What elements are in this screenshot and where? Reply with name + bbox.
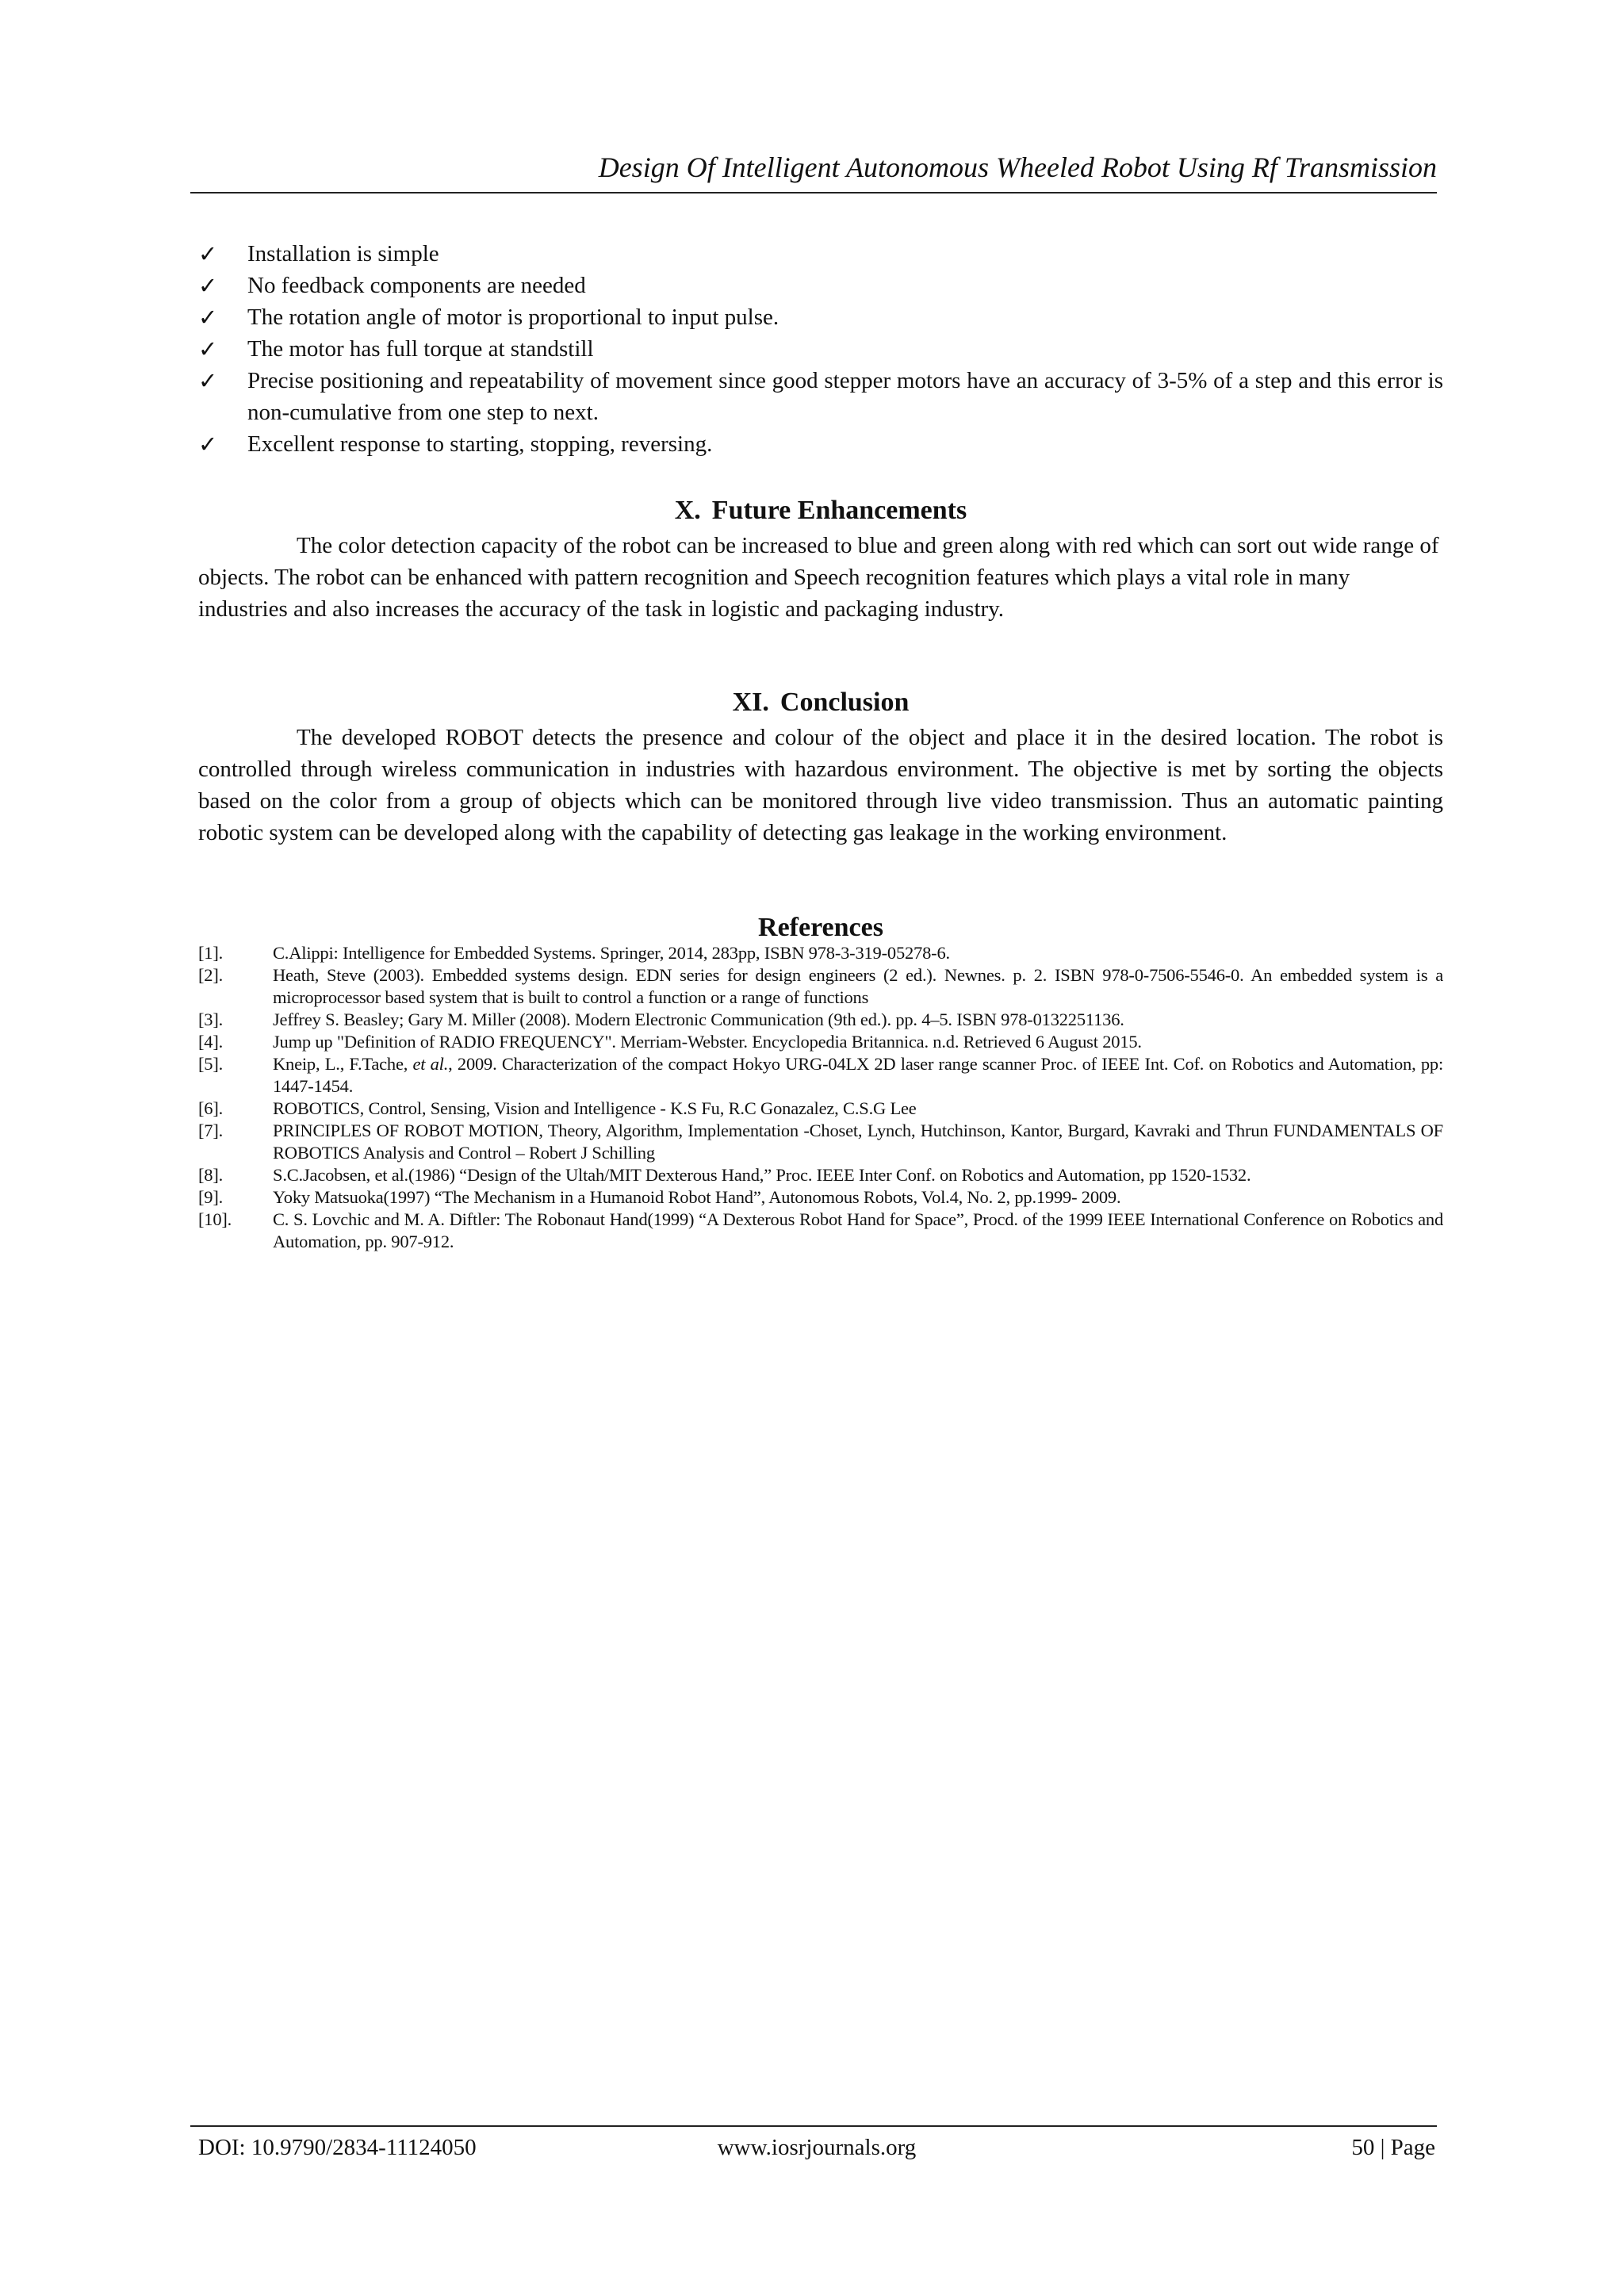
list-item-text: The rotation angle of motor is proportional to input pulse. (247, 305, 779, 330)
reference-number: [10]. (198, 1209, 232, 1229)
reference-item (198, 1186, 1443, 1209)
reference-item (198, 1164, 1443, 1186)
reference-text: C.Alippi: Intelligence for Embedded Systems. Springer, 2014, 283pp, ISBN 978-3-319-05278-6. (273, 943, 950, 963)
reference-number: [3]. (198, 1010, 224, 1029)
reference-number: [9]. (198, 1187, 224, 1207)
reference-number: [1]. (198, 943, 224, 963)
reference-number: [4]. (198, 1032, 224, 1052)
reference-item (198, 1053, 1443, 1098)
reference-item (198, 1209, 1443, 1253)
check-mark-icon: ✓ (198, 431, 218, 458)
list-item-text: Installation is simple (247, 241, 439, 266)
list-item (198, 333, 1443, 365)
list-item (198, 365, 1443, 428)
section-heading-references: References (758, 913, 883, 942)
advantages-list (198, 238, 1443, 460)
section-heading-conclusion (198, 685, 1443, 720)
reference-text: S.C.Jacobsen, et al.(1986) “Design of the Ultah/MIT Dexterous Hand,” Proc. IEEE Inter Conf. on Robotics and Automation, pp 1520-1532. (273, 1165, 1251, 1185)
reference-text: Jeffrey S. Beasley; Gary M. Miller (2008). Modern Electronic Communication (9th ed.). pp. 4–5. ISBN 978-0132251136. (273, 1010, 1124, 1029)
list-item (198, 428, 1443, 460)
reference-text-part: Kneip, L., F.Tache, (273, 1054, 413, 1074)
reference-item (198, 1098, 1443, 1120)
running-head-title: Design Of Intelligent Autonomous Wheeled Robot Using Rf Transmission (598, 151, 1437, 183)
reference-number: [6]. (198, 1098, 224, 1118)
reference-number: [2]. (198, 965, 224, 985)
list-item (198, 270, 1443, 301)
check-mark-icon: ✓ (198, 272, 218, 299)
reference-text: PRINCIPLES OF ROBOT MOTION, Theory, Algorithm, Implementation -Choset, Lynch, Hutchinson, Kantor, Burgard, Kavraki and Thrun FUNDAMENTALS OF ROBOTICS Analysis and Control – Robert J Schilling (273, 1121, 1443, 1163)
reference-text-part: , 2009. Characterization of the compact Hokyo URG-04LX 2D laser range scanner Proc. of IEEE Int. Cof. on Robotics and Automation, pp: 1447-1454. (273, 1054, 1443, 1096)
reference-number: [7]. (198, 1121, 224, 1140)
footer-divider (190, 2125, 1437, 2127)
reference-number: [8]. (198, 1165, 224, 1185)
references-list (198, 942, 1443, 1253)
check-mark-icon: ✓ (198, 240, 218, 267)
check-mark-icon: ✓ (198, 367, 218, 394)
check-mark-icon: ✓ (198, 304, 218, 331)
reference-item (198, 1009, 1443, 1031)
future-enhancements-paragraph: The color detection capacity of the robot can be increased to blue and green along with red which can sort out wide range of objects. The robot can be enhanced with pattern recognition and Speech recognition features which plays a vital role in many industries and also increases the accuracy of the task in logistic and packaging industry. (198, 533, 1439, 622)
conclusion-paragraph: The developed ROBOT detects the presence and colour of the object and place it in the desired location. The robot is controlled through wireless communication in industries with hazardous environment. The objective is met by sorting the objects based on the color from a group of objects which can be monitored through live video transmission. Thus an automatic painting robotic system can be developed along with the capability of detecting gas leakage in the working environment. (198, 725, 1443, 845)
section-number: XI. (732, 688, 769, 717)
reference-number: [5]. (198, 1054, 224, 1074)
section-title: Future Enhancements (711, 496, 967, 525)
list-item-text: No feedback components are needed (247, 273, 586, 298)
list-item-text: The motor has full torque at standstill (247, 336, 594, 362)
reference-item (198, 964, 1443, 1009)
check-mark-icon: ✓ (198, 335, 218, 362)
section-title: Conclusion (779, 688, 910, 717)
reference-text: ROBOTICS, Control, Sensing, Vision and Intelligence - K.S Fu, R.C Gonazalez, C.S.G Lee (273, 1098, 917, 1118)
footer-website-link[interactable]: www.iosrjournals.org (717, 2135, 917, 2160)
footer-doi: DOI: 10.9790/2834-11124050 (198, 2135, 477, 2160)
list-item-text: Excellent response to starting, stopping, reversing. (247, 431, 713, 457)
section-heading-future-enhancements (198, 493, 1443, 528)
reference-text (273, 1053, 1443, 1098)
header-divider (190, 192, 1437, 193)
reference-text: Yoky Matsuoka(1997) “The Mechanism in a Humanoid Robot Hand”, Autonomous Robots, Vol.4, No. 2, pp.1999- 2009. (273, 1187, 1121, 1207)
reference-item (198, 1031, 1443, 1053)
reference-text: C. S. Lovchic and M. A. Diftler: The Robonaut Hand(1999) “A Dexterous Robot Hand for Space”, Procd. of the 1999 IEEE International Conference on Robotics and Automation, pp. 907-912. (273, 1209, 1443, 1251)
list-item (198, 238, 1443, 270)
section-number: X. (674, 496, 701, 525)
list-item-text: Precise positioning and repeatability of movement since good stepper motors have an accuracy of 3-5% of a step and this error is non-cumulative from one step to next. (247, 368, 1443, 425)
reference-text-italic: et al. (412, 1054, 449, 1074)
reference-item (198, 1120, 1443, 1164)
list-item (198, 301, 1443, 333)
footer-page-number: 50 | Page (1351, 2135, 1435, 2160)
reference-item (198, 942, 1443, 964)
reference-text: Heath, Steve (2003). Embedded systems design. EDN series for design engineers (2 ed.). Newnes. p. 2. ISBN 978-0-7506-5546-0. An embedded system is a microprocessor based system that is built to control a function or a range of functions (273, 965, 1443, 1007)
reference-text: Jump up "Definition of RADIO FREQUENCY". Merriam-Webster. Encyclopedia Britannica. n.d. Retrieved 6 August 2015. (273, 1032, 1142, 1052)
